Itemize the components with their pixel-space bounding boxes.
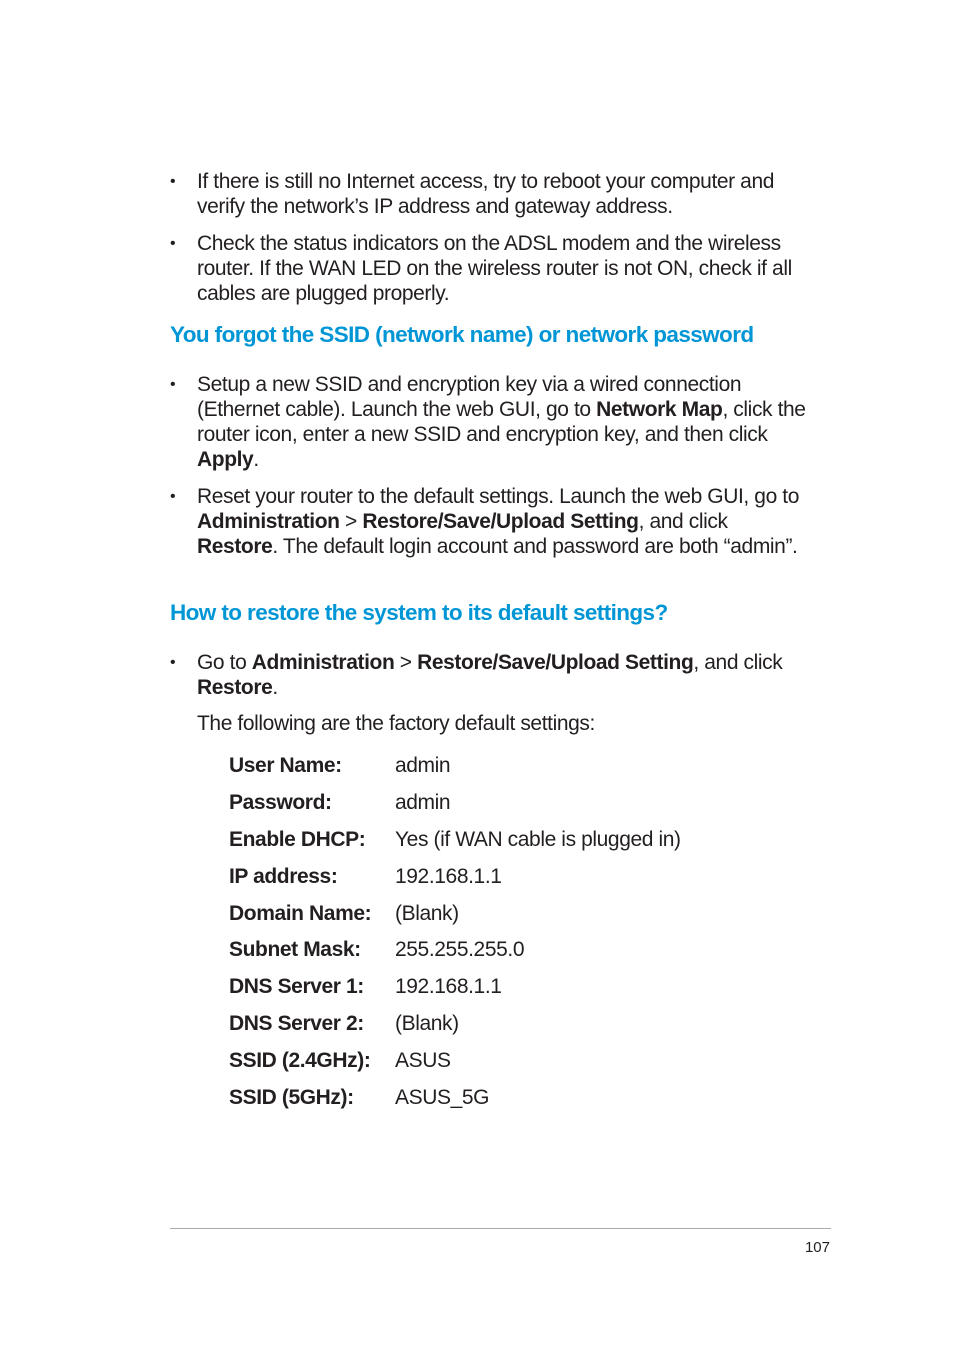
setting-value: 192.168.1.1 [395, 975, 502, 999]
list-item-text: If there is still no Internet access, try to reboot your computer and verify the network’s IP address and gateway address. [197, 170, 775, 218]
ui-path-restore: Restore [197, 535, 273, 558]
setting-value: 255.255.255.0 [395, 938, 525, 962]
setting-label: Domain Name: [229, 901, 372, 925]
setting-label: SSID (2.4GHz): [229, 1048, 371, 1072]
footer-divider [170, 1228, 831, 1229]
bullet-icon: • [170, 376, 176, 393]
setting-row [229, 1042, 749, 1079]
list-item [170, 169, 810, 219]
setting-label: User Name: [229, 754, 342, 778]
setting-value: ASUS [395, 1048, 451, 1072]
list-item [170, 231, 810, 306]
list-item-text: Reset your router to the default settings. Launch the web GUI, go to Administration > Restore/Save/Upload Setting, and click Restore. The default login account and password are both “admin”. [197, 485, 800, 558]
setting-label: SSID (5GHz): [229, 1085, 354, 1109]
list-item [170, 650, 810, 700]
bullet-icon: • [170, 488, 176, 505]
restore-defaults-list [170, 650, 810, 700]
setting-row [229, 858, 749, 895]
bullet-icon: • [170, 654, 176, 671]
setting-value: admin [395, 754, 451, 778]
ui-path-apply: Apply [197, 448, 254, 471]
ui-path-restore: Restore [197, 676, 273, 699]
setting-label: Enable DHCP: [229, 827, 366, 851]
setting-value: admin [395, 791, 451, 815]
setting-value: ASUS_5G [395, 1085, 490, 1109]
ui-path-network-map: Network Map [596, 398, 723, 421]
list-item-text: Setup a new SSID and encryption key via a wired connection (Ethernet cable). Launch the web GUI, go to Network Map, click the router icon, enter a new SSID and encryption key, and then click Apply. [197, 373, 806, 471]
section-heading-forgot-ssid: You forgot the SSID (network name) or network password [170, 322, 754, 347]
bullet-icon: • [170, 173, 176, 190]
ui-path-administration: Administration [251, 651, 395, 674]
setting-value: Yes (if WAN cable is plugged in) [395, 827, 681, 851]
default-settings-intro: The following are the factory default settings: [197, 712, 595, 735]
setting-row [229, 932, 749, 969]
setting-label: Subnet Mask: [229, 938, 361, 962]
ui-path-restore-setting: Restore/Save/Upload Setting [362, 510, 639, 533]
setting-label: DNS Server 2: [229, 1011, 364, 1035]
setting-row [229, 969, 749, 1006]
section-heading-restore-defaults: How to restore the system to its default settings? [170, 600, 668, 625]
ui-path-restore-setting: Restore/Save/Upload Setting [417, 651, 694, 674]
setting-value: 192.168.1.1 [395, 864, 502, 888]
troubleshoot-list [170, 169, 810, 306]
forgot-ssid-list [170, 372, 810, 559]
setting-label: IP address: [229, 864, 338, 888]
setting-value: (Blank) [395, 901, 459, 925]
default-settings-table [229, 748, 749, 1116]
setting-row [229, 748, 749, 785]
list-item-text: Go to Administration > Restore/Save/Upload Setting, and click Restore. [197, 651, 783, 699]
setting-row [229, 895, 749, 932]
setting-label: Password: [229, 791, 332, 815]
setting-row [229, 1079, 749, 1116]
list-item-text: Check the status indicators on the ADSL modem and the wireless router. If the WAN LED on the wireless router is not ON, check if all cables are plugged properly. [197, 232, 792, 305]
setting-row [229, 785, 749, 822]
list-item [170, 484, 810, 559]
ui-path-administration: Administration [197, 510, 340, 533]
page-number: 107 [804, 1239, 830, 1256]
setting-value: (Blank) [395, 1011, 459, 1035]
bullet-icon: • [170, 235, 176, 252]
list-item [170, 372, 810, 472]
setting-row [229, 1006, 749, 1043]
setting-label: DNS Server 1: [229, 975, 364, 999]
setting-row [229, 822, 749, 859]
